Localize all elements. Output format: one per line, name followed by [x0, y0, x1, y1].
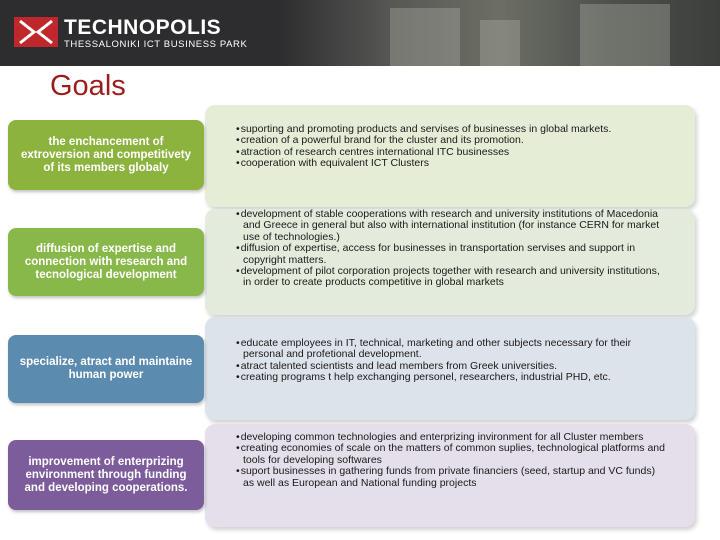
list-item: • atract talented scientists and lead members from Greek universities.	[236, 361, 666, 372]
list-item: • cooperation with equivalent ICT Clusters	[236, 158, 666, 169]
list-item: • educate employees in IT, technical, marketing and other subjects necessary for their personal and profetional development.	[236, 338, 666, 361]
goal-label-1: the enchancement of extroversion and competitivety of its members globaly	[21, 135, 191, 174]
goal-list-2	[236, 209, 666, 289]
logo-name: TECHNOPOLIS	[64, 16, 222, 39]
header-photo	[280, 0, 720, 66]
header-banner	[0, 0, 720, 66]
goal-label-4: improvement of enterprizing environment through funding and developing cooperations.	[24, 455, 188, 494]
goal-box-2	[8, 228, 204, 296]
goal-box-1	[8, 120, 204, 190]
goal-label-2: diffusion of expertise and connection with research and tecnological development	[24, 242, 188, 281]
goal-label-3: specialize, atract and maintaine human power	[19, 356, 193, 381]
logo-subtitle: THESSALONIKI ICT BUSINESS PARK	[64, 39, 248, 50]
list-item: • atraction of research centres international ITC businesses	[236, 147, 666, 158]
list-item: • suport businesses in gathering funds from private financiers (seed, startup and VC funds) as well as European and National funding projects	[236, 466, 666, 489]
list-item: • development of stable cooperations with research and university institutions of Macedonia and Greece in general but also with international institution (for instance CERN for market use of technologies.)	[236, 209, 666, 243]
list-item: • development of pilot corporation projects together with research and university institutions, in order to create products competitive in global markets	[236, 266, 666, 289]
technopolis-logo-icon	[14, 17, 58, 47]
goal-list-4	[236, 432, 666, 489]
list-item: • diffusion of expertise, access for businesses in transportation servises and support in copyright matters.	[236, 243, 666, 266]
goal-box-3	[8, 335, 204, 403]
goal-list-3	[236, 338, 666, 384]
list-item: • creating economies of scale on the matters of common suplies, technological platforms and tools for developing softwares	[236, 443, 666, 466]
page-title: Goals	[50, 70, 126, 102]
goal-list-1	[236, 124, 666, 170]
goal-box-4	[8, 440, 204, 510]
list-item: • developing common technologies and enterprizing invironment for all Cluster members	[236, 432, 666, 443]
list-item: • suporting and promoting products and servises of businesses in global markets.	[236, 124, 666, 135]
list-item: • creating programs t help exchanging personel, researchers, industrial PHD, etc.	[236, 372, 666, 383]
list-item: • creation of a powerful brand for the cluster and its promotion.	[236, 135, 666, 146]
